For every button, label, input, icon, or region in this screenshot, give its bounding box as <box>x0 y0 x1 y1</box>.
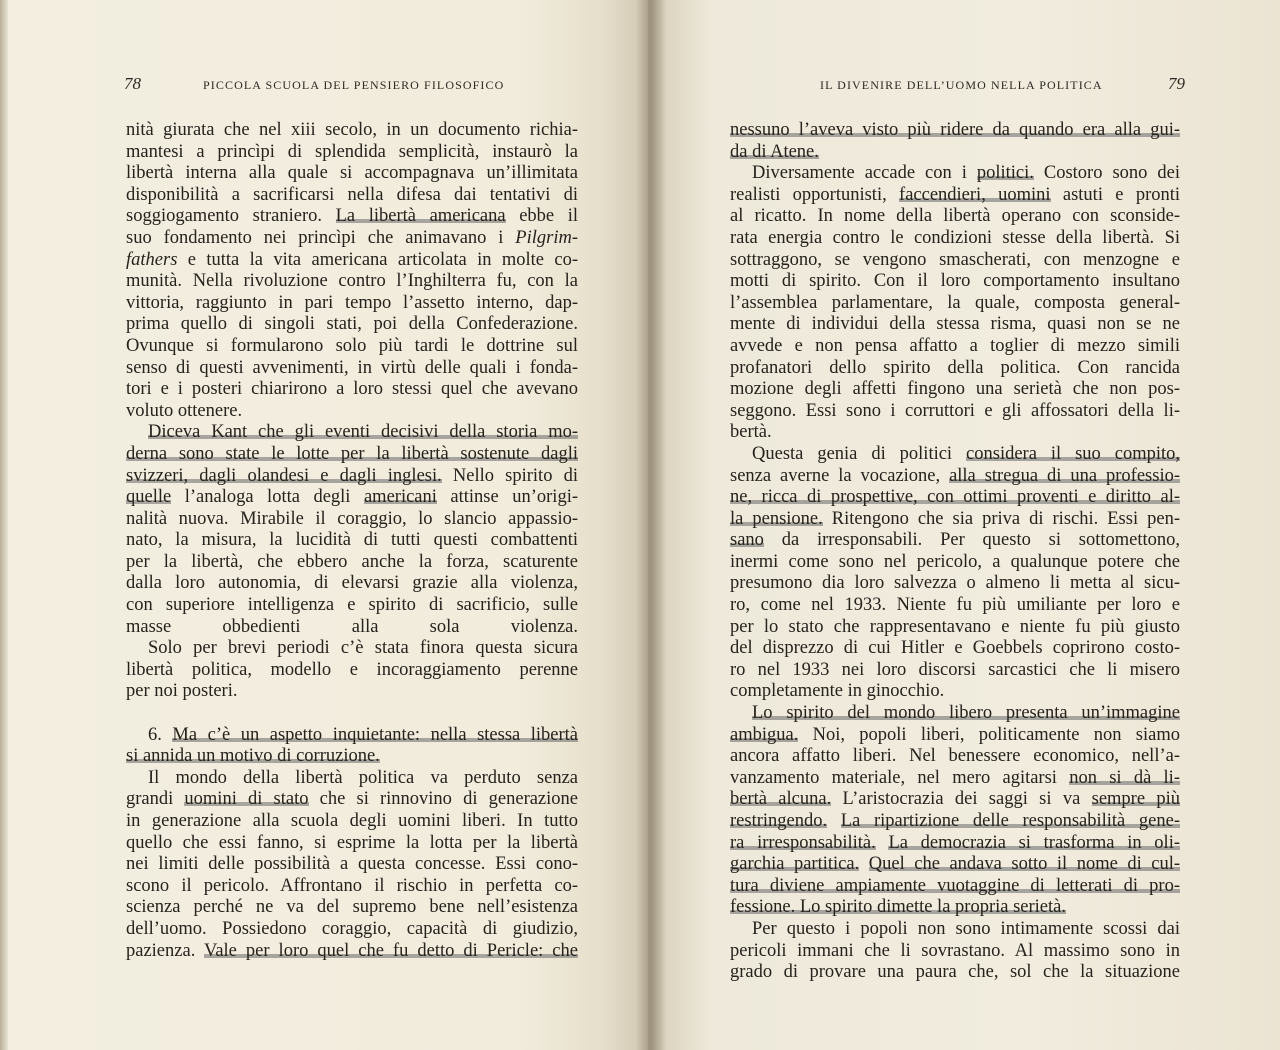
text-line: mozione degli affetti fingono una serietà che non pos- <box>730 379 1180 400</box>
text-line: scono il pericolo. Affrontano il rischio in perfetta co- <box>126 875 578 896</box>
text-line <box>730 811 1180 833</box>
text-line: ro nel 1933 nei loro discorsi sarcastici che li misero <box>730 659 1180 680</box>
paragraph-gap <box>126 703 578 725</box>
text-line: al ricatto. In nome della libertà operano con sconside- <box>730 206 1180 227</box>
page-edge <box>0 0 8 1050</box>
text-line: del disprezzo di cui Hitler e Goebbels coprirono costo- <box>730 638 1180 659</box>
text-line <box>730 897 1180 919</box>
underlined-passage: fessione. Lo spirito dimette la propria serietà. <box>730 897 1066 918</box>
text-line: quelle l’analoga lotta degli americani attinse un’origi- <box>126 487 578 508</box>
text-line <box>126 444 578 466</box>
text-line <box>126 746 578 768</box>
text-line: prima quello di singoli stati, poi della Confederazione. <box>126 314 578 335</box>
right-body-text <box>730 120 1180 984</box>
text-line: per noi posteri. <box>126 681 238 702</box>
text-line: completamente in ginocchio. <box>730 681 945 702</box>
underlined-passage: ne, ricca di prospettive, con ottimi proventi e diritto al- <box>730 487 1180 508</box>
text-line: Ovunque si formularono solo più tardi le dottrine sul <box>126 335 578 356</box>
text-line: in generazione alla scuola degli uomini liberi. In tutto <box>126 811 578 831</box>
text-line: avvede e non pensa affatto a toglier di mezzo simili <box>730 335 1180 356</box>
text-line: bertà alcuna. L’aristocrazia dei saggi si va sempre più <box>730 789 1181 810</box>
text-line: realisti opportunisti, faccendieri, uomini astuti e pronti <box>730 184 1181 205</box>
text-line: profanatori dello spirito della politica. Con rancida <box>730 357 1180 378</box>
text-line: mantesi a princìpi di splendida semplicità, instaurò la <box>126 141 578 162</box>
underlined-passage: bertà alcuna. <box>730 789 832 810</box>
text-line: nei limiti delle possibilità a questa concesse. Essi cono- <box>126 854 578 875</box>
left-page-number: 78 <box>124 74 141 93</box>
text-line <box>730 142 1180 164</box>
text-line: tori e i posteri chiarirono a loro stessi quel che avevano <box>126 379 578 400</box>
underlined-passage: derna sono state le lotte per la libertà sostenute dagli <box>126 443 578 464</box>
underlined-passage: La ripartizione delle responsabilità gene- <box>840 811 1180 831</box>
italic-term: Pilgrim- <box>515 227 578 248</box>
text-line: per la libertà, che ebbero anche la forza, scaturente <box>126 551 578 572</box>
right-page <box>648 0 1280 1050</box>
text-line: svizzeri, dagli olandesi e dagli inglesi. Nello spirito di <box>126 465 578 486</box>
underlined-passage: considera il suo compito, <box>966 443 1180 464</box>
text-line: ancora affatto liberi. Nel benessere economico, nell’a- <box>730 746 1180 767</box>
text-line: rata energia contro le condizioni stesse della libertà. Si <box>730 227 1180 248</box>
book-gutter <box>636 0 666 1050</box>
text-line: per lo stato che rappresentavano e niente fu più giusto <box>730 616 1180 637</box>
right-page-number: 79 <box>1168 74 1185 93</box>
text-line: senza averne la vocazione, alla stregua di una professio- <box>730 465 1180 486</box>
text-line: grandi uomini di stato che si rinnovino di generazione <box>126 789 578 810</box>
underlined-passage: La democrazia si trasforma in oli- <box>888 832 1180 853</box>
text-line: vittoria, raggiunto in pari tempo l’assetto interno, dap- <box>126 292 578 313</box>
text-line: nato, la misura, la lucidità di tutti questi combattenti <box>126 530 578 551</box>
text-line: pericoli immani che li sovrastano. Al massimo sono in <box>730 940 1180 961</box>
text-line: nalità nuova. Mirabile il coraggio, lo slancio appassio- <box>126 508 578 529</box>
text-line: fathers e tutta la vita americana articolata in molte co- <box>126 249 578 270</box>
underlined-passage: politici. <box>976 163 1034 184</box>
text-line: dalla loro autonomia, di elevarsi grazie alla violenza, <box>126 573 578 594</box>
underlined-passage: svizzeri, dagli olandesi e dagli inglesi. <box>126 465 442 486</box>
text-line: sottraggono, se vengono smascherati, con menzogne e <box>730 249 1180 270</box>
text-line: sano da irresponsabili. Per questo si sottomettono, <box>730 530 1180 551</box>
underlined-passage: faccendieri, uomini <box>899 184 1051 205</box>
text-line: la pensione. Ritengono che sia priva di rischi. Essi pen- <box>730 508 1180 529</box>
text-line: 6. Ma c’è un aspetto inquietante: nella stessa libertà <box>148 724 579 745</box>
text-line: Questa genia di politici considera il suo compito, <box>752 443 1180 464</box>
underlined-passage: ambigua. <box>730 724 799 745</box>
text-line <box>730 703 1180 725</box>
underlined-passage: quelle <box>126 487 172 508</box>
text-line: scienza perché ne va del supremo bene nell’esistenza <box>126 897 578 918</box>
text-line <box>126 422 578 444</box>
text-line: dell’uomo. Possiedono coraggio, capacità di giudizio, <box>126 918 578 939</box>
underlined-passage: tura diviene ampiamente vuotaggine di letterati di pro- <box>730 875 1180 896</box>
underlined-passage: sano <box>730 530 764 551</box>
text-line: inermi come sono nel pericolo, a qualunque potere che <box>730 551 1180 572</box>
underlined-passage: La libertà americana <box>335 206 506 227</box>
underlined-passage: Vale per loro quel che fu detto di Pericle: che <box>204 940 578 961</box>
underlined-passage: americani <box>363 487 437 508</box>
text-line: l’assemblea parlamentare, la quale, composta general- <box>730 292 1180 313</box>
underlined-passage: nessuno l’aveva visto più ridere da quando era alla gui- <box>730 120 1180 140</box>
text-line: nità giurata che nel xiii secolo, in un documento richia- <box>126 120 578 140</box>
text-line: voluto ottenere. <box>126 400 243 421</box>
text-line: mente di individui della stessa risma, quasi non se ne <box>730 314 1180 335</box>
text-line: Il mondo della libertà politica va perduto senza <box>148 767 578 788</box>
underlined-passage: da di Atene. <box>730 141 819 162</box>
text-line: masse obbedienti alla sola violenza. <box>126 616 578 637</box>
text-line: Solo per brevi periodi c’è stata finora questa sicura <box>148 638 578 659</box>
left-body-text <box>126 120 578 962</box>
text-line: disponibilità a sacrificarsi nella difesa dai tentativi di <box>126 184 578 205</box>
italic-term: fathers <box>126 249 178 270</box>
text-line: Diversamente accade con i politici. Costoro sono dei <box>752 163 1180 184</box>
underlined-passage: restringendo. <box>730 811 828 831</box>
text-line <box>730 120 1180 142</box>
text-line <box>730 487 1180 509</box>
text-line: ro, come nel 1933. Niente fu più umiliante per loro e <box>730 595 1180 616</box>
left-running-header: PICCOLA SCUOLA DEL PENSIERO FILOSOFICO <box>203 78 505 92</box>
text-line <box>730 833 1180 855</box>
underlined-passage: non si dà li- <box>1069 767 1180 788</box>
text-line: soggiogamento straniero. La libertà americana ebbe il <box>126 206 579 227</box>
underlined-passage: si annida un motivo di corruzione. <box>126 746 380 767</box>
underlined-passage: Quel che andava sotto il nome di cul- <box>868 854 1181 875</box>
text-line: libertà politica, modello e incoraggiamento perenne <box>126 659 578 680</box>
underlined-passage: sempre più <box>1091 789 1181 810</box>
text-line <box>730 876 1180 898</box>
text-line: seggono. Essi sono i corruttori e gli affossatori della li- <box>730 400 1180 421</box>
text-line: libertà interna alla quale si accompagnava un’illimitata <box>126 163 578 184</box>
text-line: Per questo i popoli non sono intimamente scossi dai <box>752 918 1180 939</box>
text-line: senso di questi avvenimenti, in virtù delle quali i fonda- <box>126 357 578 378</box>
text-line: vanzamento materiale, nel mero agitarsi non si dà li- <box>730 767 1180 788</box>
text-line: presumono dia loro salvezza o almeno li metta al sicu- <box>730 573 1180 594</box>
underlined-passage: ra irresponsabilità. <box>730 832 876 853</box>
text-line <box>730 854 1180 876</box>
underlined-passage: Ma c’è un aspetto inquietante: nella stessa libertà <box>172 724 579 745</box>
text-line: pazienza. Vale per loro quel che fu detto di Pericle: che <box>126 940 578 961</box>
text-line: munità. Nella rivoluzione contro l’Inghilterra fu, con la <box>126 271 578 292</box>
text-line: grado di provare una paura che, sol che la situazione <box>730 962 1180 983</box>
underlined-passage: alla stregua di una professio- <box>949 465 1180 486</box>
text-line: suo fondamento nei princìpi che animavano i Pilgrim- <box>126 227 578 248</box>
text-line: motti di spirito. Con il loro comportamento insultano <box>730 271 1180 292</box>
underlined-passage: Lo spirito del mondo libero presenta un’immagine <box>752 703 1180 724</box>
underlined-passage: la pensione. <box>730 508 823 529</box>
underlined-passage: uomini di stato <box>184 789 309 810</box>
text-line: con superiore intelligenza e spirito di sacrificio, sulle <box>126 595 578 616</box>
text-line: quello che essi fanno, si esprime la lotta per la libertà <box>126 832 578 853</box>
underlined-passage: garchia partitica. <box>730 854 860 875</box>
right-running-header: IL DIVENIRE DELL’UOMO NELLA POLITICA <box>820 78 1103 92</box>
underlined-passage: Diceva Kant che gli eventi decisivi della storia mo- <box>148 422 578 443</box>
text-line: bertà. <box>730 422 772 443</box>
text-line: ambigua. Noi, popoli liberi, politicamente non siamo <box>730 724 1180 745</box>
